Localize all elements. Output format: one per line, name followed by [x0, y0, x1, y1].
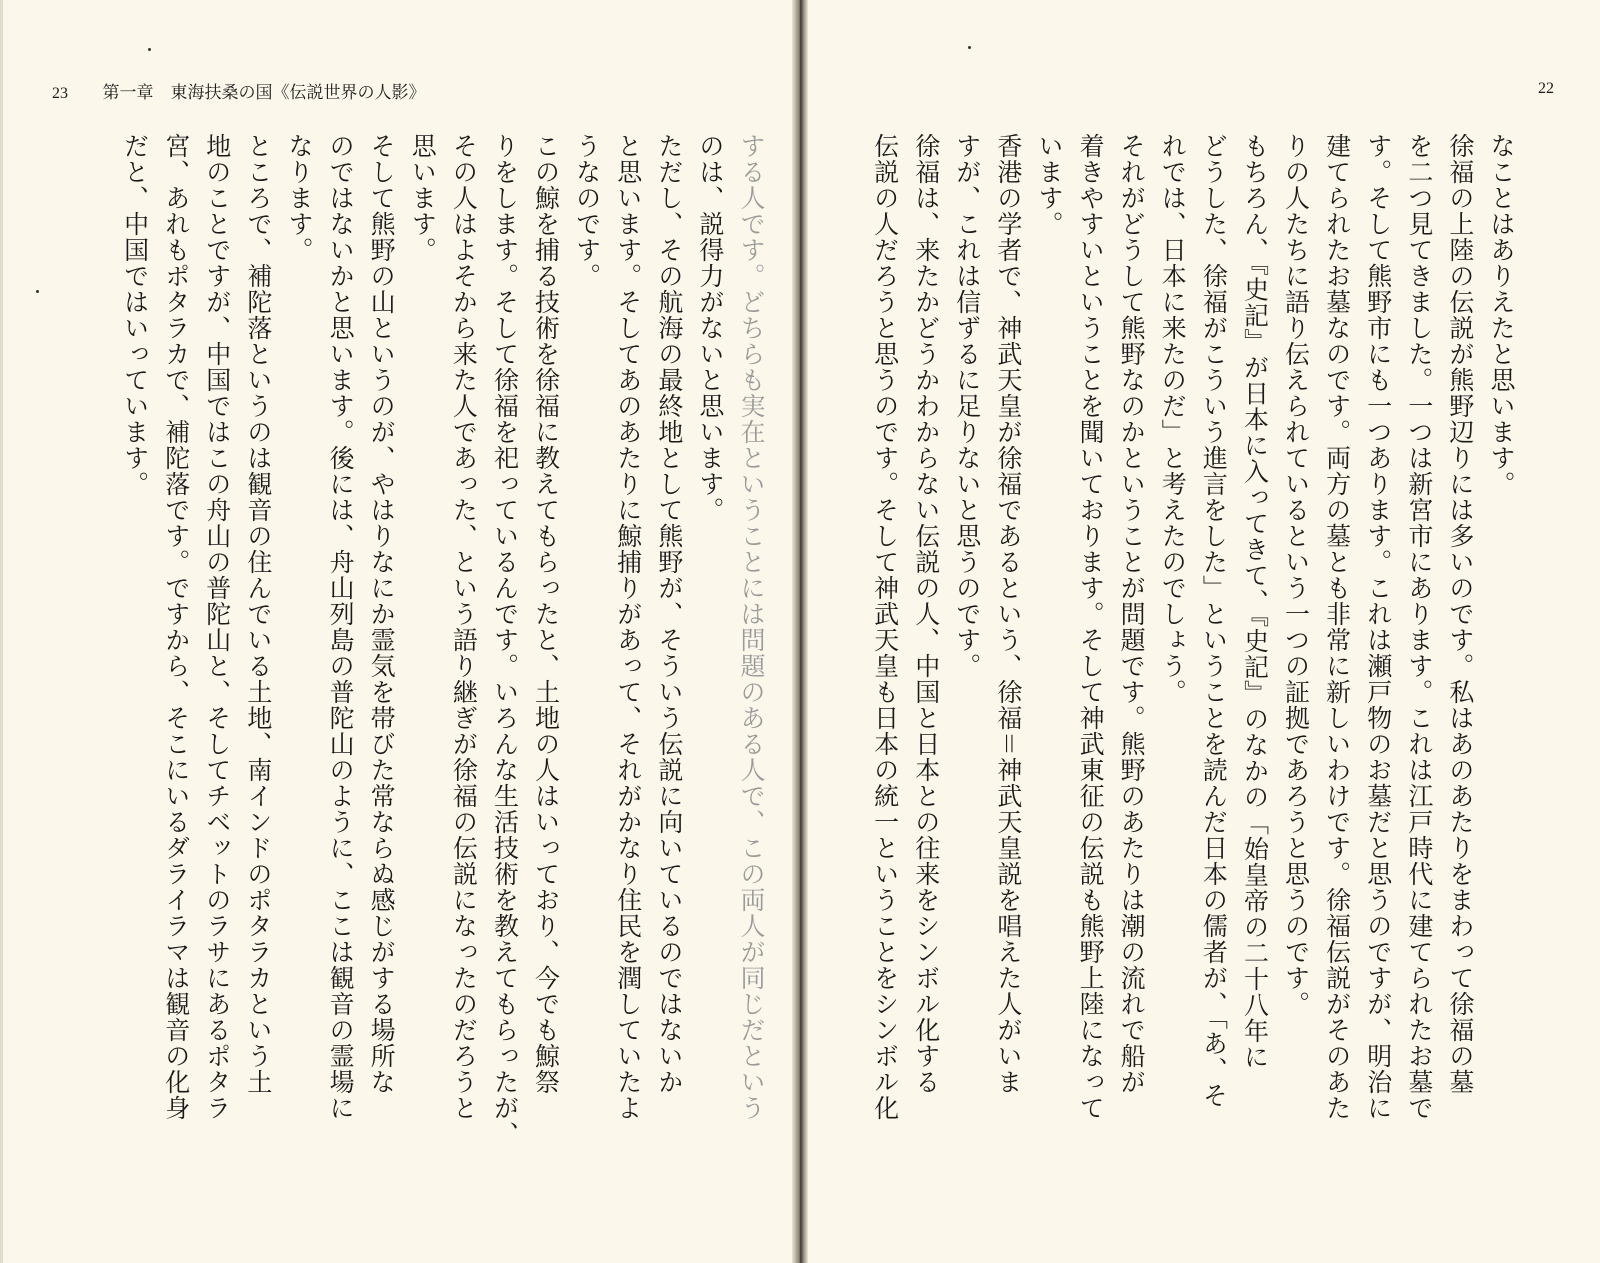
- text-line: それがどうして熊野なのかということが問題です。熊野のあたりは潮の流れで船が: [1117, 133, 1147, 1095]
- text-line: する人です。どちらも実在ということには問題のある人で、この両人が同じだという: [737, 133, 766, 1121]
- left-page-number: 23: [52, 85, 68, 102]
- speck: [36, 290, 39, 293]
- text-line: この鯨を捕る技術を徐福に教えてもらったと、土地の人はいっており、今でも鯨祭: [531, 133, 561, 1095]
- book-gutter: [792, 0, 808, 1263]
- text-line: 徐福の上陸の伝説が熊野辺りには多いのです。私はあのあたりをまわって徐福の墓: [1445, 133, 1475, 1095]
- text-line: 宮、あれもポタラカで、補陀落です。ですから、そこにいるダライラマは観音の化身: [161, 133, 191, 1121]
- left-page-header: [52, 78, 426, 103]
- text-line: なります。: [284, 133, 314, 263]
- text-line: なことはありえたと思います。: [1487, 133, 1516, 497]
- text-line: を二つ見てきました。一つは新宮市にあります。これは江戸時代に建てられたお墓で: [1404, 133, 1434, 1121]
- text-line: ただし、その航海の最終地として熊野が、そういう伝説に向いているのではないか: [654, 133, 684, 1095]
- text-line: りの人たちに語り伝えられているという一つの証拠であろうと思うのです。: [1281, 133, 1311, 1017]
- text-line: そして熊野の山というのが、やはりなにか霊気を帯びた常ならぬ感じがする場所な: [367, 133, 397, 1095]
- speck: [148, 48, 151, 51]
- text-line: 建てられたお墓なのです。両方の墓とも非常に新しいわけです。徐福伝説がそのあた: [1322, 133, 1352, 1121]
- text-line: その人はよそから来た人であった、という語り継ぎが徐福の伝説になったのだろうと: [449, 133, 479, 1121]
- text-line: 思います。: [408, 133, 438, 263]
- text-line: のは、説得力がないと思います。: [695, 133, 725, 523]
- text-line: もちろん、『史記』が日本に入ってきて、『史記』のなかの「始皇帝の二十八年に: [1240, 133, 1270, 1070]
- text-line: 地のことですが、中国ではこの舟山の普陀山と、そしてチベットのラサにあるポタラ: [202, 133, 232, 1121]
- text-line: います。: [1034, 133, 1064, 237]
- text-line: 着きやすいということを聞いております。そして神武東征の伝説も熊野上陸になって: [1076, 133, 1106, 1121]
- text-line: どうした、徐福がこういう進言をした」ということを読んだ日本の儒者が、「あ、そ: [1199, 133, 1229, 1109]
- speck: [968, 46, 971, 49]
- text-line: 徐福は、来たかどうかわからない伝説の人、中国と日本との往来をシンボル化する: [911, 133, 941, 1095]
- text-line: うなのです。: [572, 133, 602, 289]
- text-line: 香港の学者で、神武天皇が徐福であるという、徐福＝神武天皇説を唱えた人がいま: [993, 133, 1023, 1096]
- text-line: ところで、補陀落というのは観音の住んでいる土地、南インドのポタラカという土: [243, 133, 273, 1095]
- running-head: 第一章 東海扶桑の国《伝説世界の人影》: [102, 83, 426, 102]
- page-edge: [0, 0, 3, 1263]
- right-page-header: [1538, 78, 1554, 98]
- text-line: と思います。そしてあのあたりに鯨捕りがあって、それがかなり住民を潤していたよ: [613, 133, 643, 1121]
- text-line: す。そして熊野市にも一つあります。これは瀬戸物のお墓だと思うのですが、明治に: [1363, 133, 1393, 1121]
- text-line: すが、これは信ずるに足りないと思うのです。: [952, 133, 982, 679]
- right-page-body: [822, 133, 1522, 1173]
- text-line: のではないかと思います。後には、舟山列島の普陀山のように、ここは観音の霊場に: [326, 133, 356, 1121]
- text-line: りをします。そして徐福を祀っているんです。いろんな生活技術を教えてもらったが、: [490, 133, 520, 1147]
- text-line: れでは、日本に来たのだ」と考えたのでしょう。: [1158, 133, 1188, 705]
- right-page: [808, 0, 1600, 1263]
- text-line: 伝説の人だろうと思うのです。そして神武天皇も日本の統一ということをシンボル化: [870, 133, 900, 1121]
- left-page: [0, 0, 792, 1263]
- text-line: だと、中国ではいっています。: [120, 133, 150, 497]
- right-page-number: 22: [1538, 80, 1554, 97]
- left-page-body: [32, 133, 772, 1173]
